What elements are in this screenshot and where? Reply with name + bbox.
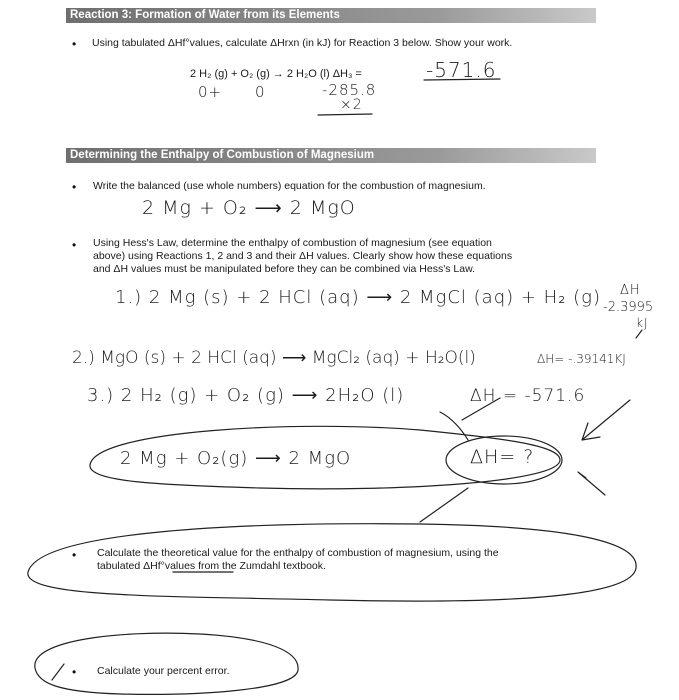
arrow-under-r1-unit <box>636 330 642 338</box>
handwritten-reaction-2: 2.) MgO (s) + 2 HCl (aq) ⟶ MgCl₂ (aq) + H₂O(l) <box>72 348 476 368</box>
handwritten-r1-unit: kJ <box>636 316 649 330</box>
handwritten-reaction-1: 1.) 2 Mg (s) + 2 HCl (aq) ⟶ 2 MgCl (aq) + H₂ (g) <box>115 287 601 308</box>
arrow-pointer <box>582 400 630 440</box>
instruction-balanced-equation: Write the balanced (use whole numbers) equation for the combustion of magnesium. <box>93 180 486 192</box>
bullet-marker: • <box>72 37 77 51</box>
bullet-marker: • <box>72 665 77 679</box>
section-header-reaction-3: Reaction 3: Formation of Water from its Elements <box>66 8 596 23</box>
value-underline <box>318 114 372 115</box>
handwritten-r2-delta-h: ΔH= -.39141KJ <box>537 352 626 366</box>
handwritten-zero-h2: 0+ <box>198 83 223 101</box>
handwritten-r3-delta-h: ΔH = -571.6 <box>470 386 586 406</box>
tick-mark <box>52 664 64 680</box>
handwritten-value: -285.8 <box>322 81 377 99</box>
handwritten-target-reaction: 2 Mg + O₂(g) ⟶ 2 MgO <box>120 448 352 469</box>
bullet-marker: • <box>72 238 77 252</box>
bullet-marker: • <box>72 548 77 562</box>
instruction-hess-line-1: Using Hess's Law, determine the enthalpy of combustion of magnesium (see equation <box>93 237 492 249</box>
handwritten-balanced-equation: 2 Mg + O₂ ⟶ 2 MgO <box>142 197 356 219</box>
instruction-theoretical-line-2: tabulated ΔHf°values from the Zumdahl textbook. <box>97 560 326 572</box>
handwritten-r1-value: -2.3995 <box>603 300 654 315</box>
section-header-combustion: Determining the Enthalpy of Combustion of Magnesium <box>66 148 596 163</box>
handwritten-reaction-3: 3.) 2 H₂ (g) + O₂ (g) ⟶ 2H₂O (l) <box>87 385 405 406</box>
handwritten-answer: -571.6 <box>426 58 497 82</box>
instruction-percent-error: Calculate your percent error. <box>97 665 230 677</box>
reaction-3-equation: 2 H₂ (g) + O₂ (g) → 2 H₂O (l) ΔH₃ = <box>190 68 362 80</box>
bullet-marker: • <box>72 180 77 194</box>
instruction-theoretical-line-1: Calculate the theoretical value for the enthalpy of combustion of magnesium, using the <box>97 547 499 559</box>
oval-around-percent-error <box>35 633 298 694</box>
connector-stroke <box>420 488 468 522</box>
handwritten-multiplier: ×2 <box>340 97 363 113</box>
arrow-pointer-lower <box>578 472 605 495</box>
handwritten-zero-o2: 0 <box>255 83 266 101</box>
scribble-mark <box>440 412 468 440</box>
instruction-text: Using tabulated ΔHf°values, calculate ΔHrxn (in kJ) for Reaction 3 below. Show your work. <box>92 37 513 49</box>
handwritten-target-delta-h: ΔH= ? <box>470 446 535 468</box>
handwritten-r1-delta-h: ΔH <box>620 283 641 298</box>
instruction-hess-line-3: and ΔH values must be manipulated before they can be combined via Hess's Law. <box>93 263 475 275</box>
instruction-hess-line-2: above) using Reactions 1, 2 and 3 and their ΔH values. Clearly show how these equations <box>93 250 513 262</box>
